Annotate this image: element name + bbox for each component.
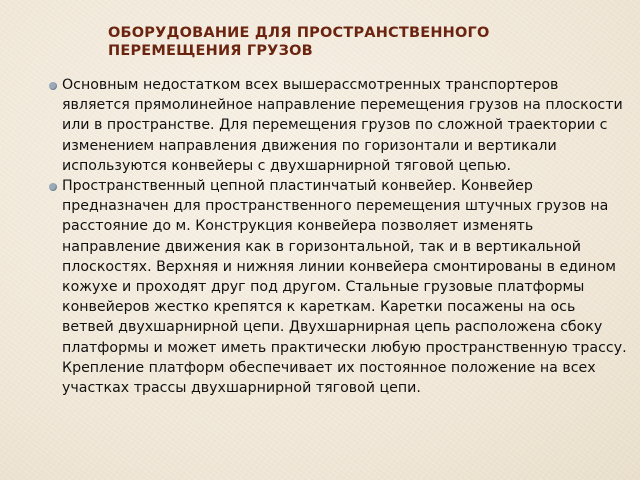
bullet-item [62,75,630,176]
bullet-text: Пространственный цепной пластинчатый конвейер. Конвейер предназначен для пространственного перемещения штучных грузов на расстояние до м. Конструкция конвейера позволяет изменять направление движения как в горизонтальной, так и в вертикальной плоскостях. Верхняя и нижняя линии конвейера смонтированы в едином кожухе и проходят друг под другом. Стальные грузовые платформы конвейеров жестко крепятся к кареткам. Каретки посажены на ось ветвей двухшарнирной цепи. Двухшарнирная цепь расположена сбоку платформы и может иметь практически любую пространственную трассу. Крепление платформ обеспечивает их постоянное положение на всех участках трассы двухшарнирной тяговой цепи. [62,178,627,397]
bullet-dot-icon [49,183,57,191]
bullet-list [62,75,630,398]
slide-title: ОБОРУДОВАНИЕ ДЛЯ ПРОСТРАНСТВЕННОГО ПЕРЕМЕЩЕНИЯ ГРУЗОВ [108,25,490,59]
bullet-dot-icon [49,82,57,90]
bullet-item [62,176,630,398]
bullet-text: Основным недостатком всех вышерассмотренных транспортеров является прямолинейное направление перемещения грузов на плоскости или в пространстве. Для перемещения грузов по сложной траектории с изменением направления движения по горизонтали и вертикали используются конвейеры с двухшарнирной тяговой цепью. [62,77,623,174]
